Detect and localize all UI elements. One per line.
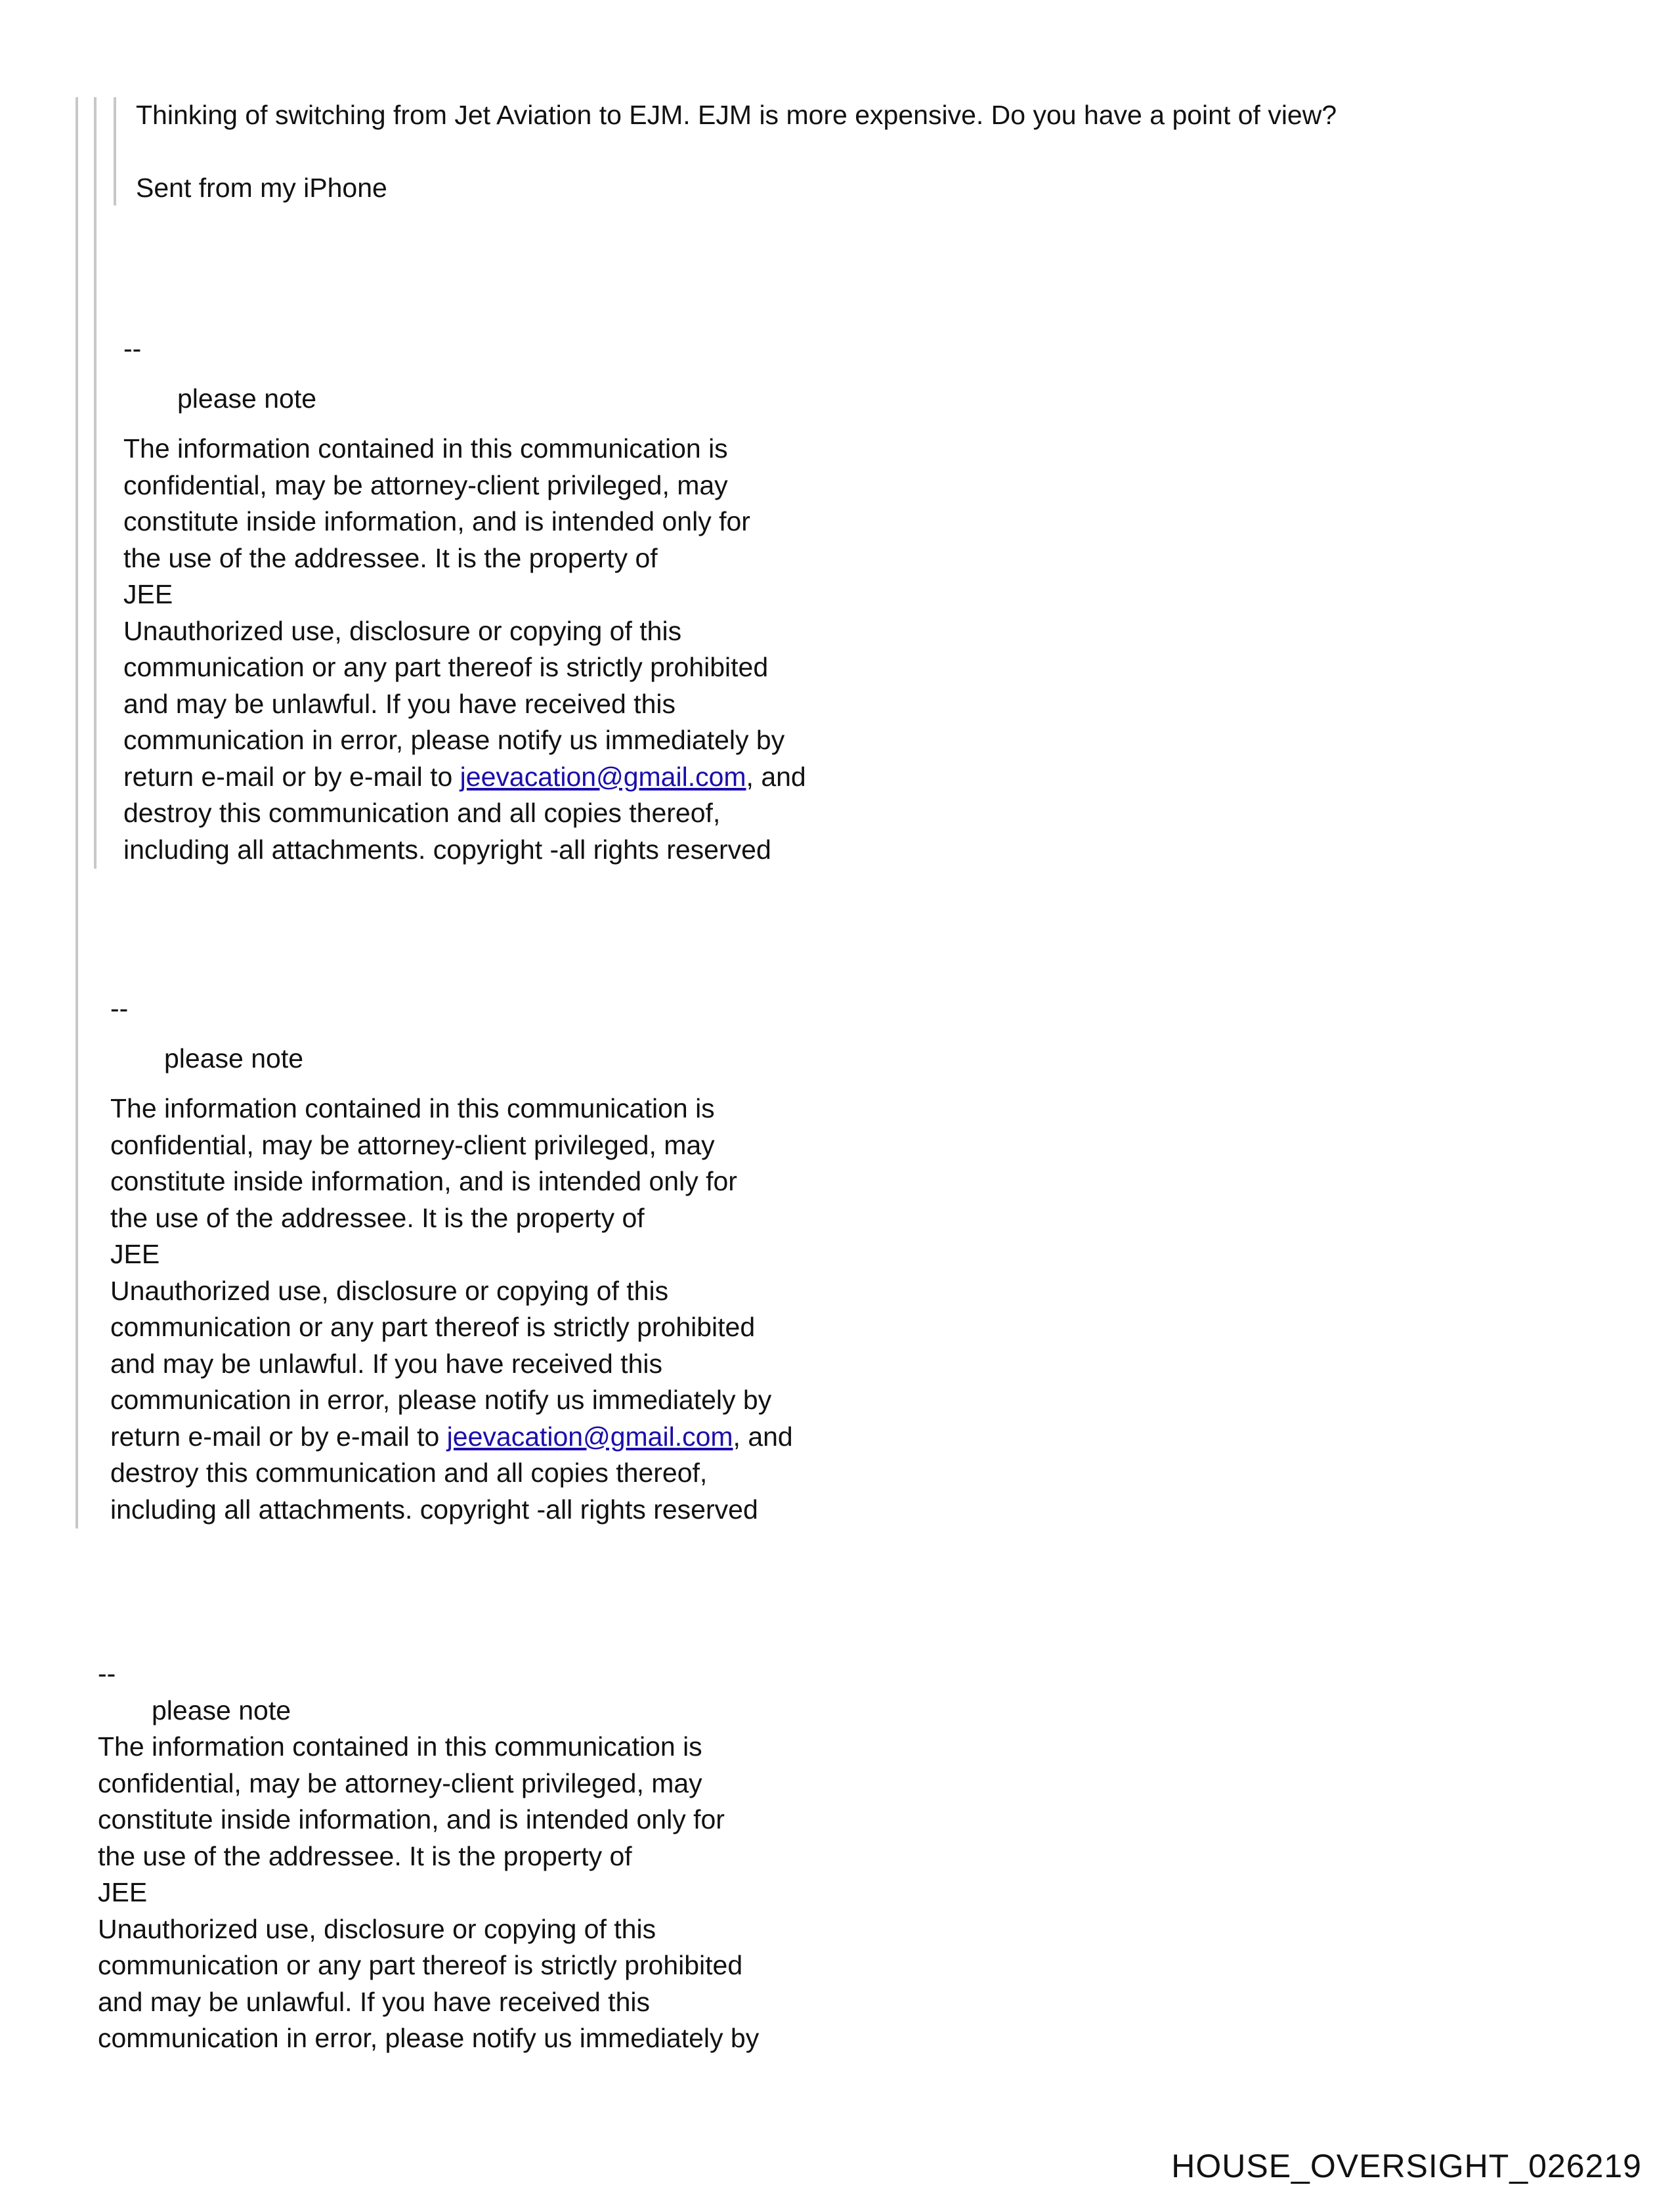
disclaimer-line: and may be unlawful. If you have received this <box>123 688 676 719</box>
disclaimer-line: confidential, may be attorney-client privileged, may <box>98 1767 702 1798</box>
disclaimer-heading: please note <box>177 383 317 414</box>
disclaimer-line: communication in error, please notify us immediately by <box>98 2023 760 2053</box>
disclaimer-block-1 <box>123 331 806 868</box>
disclaimer-line: the use of the addressee. It is the property of <box>110 1202 645 1233</box>
email-link[interactable]: jeevacation@gmail.com <box>460 761 746 792</box>
disclaimer-return-line <box>123 759 806 796</box>
original-message <box>136 97 1337 207</box>
quote-bar-outer <box>75 97 78 1529</box>
disclaimer-line: communication or any part thereof is strictly prohibited <box>123 652 769 682</box>
disclaimer-line: the use of the addressee. It is the property of <box>123 542 658 573</box>
disclaimer-line: JEE <box>110 1239 160 1269</box>
disclaimer-line: The information contained in this communication is <box>110 1093 715 1123</box>
disclaimer-line: communication or any part thereof is strictly prohibited <box>98 1950 743 1980</box>
return-suffix: , and <box>733 1421 793 1452</box>
disclaimer-block-3 <box>98 1656 759 2057</box>
message-signature: Sent from my iPhone <box>136 173 387 203</box>
disclaimer-return-line <box>110 1419 793 1456</box>
signature-separator: -- <box>110 993 129 1024</box>
return-suffix: , and <box>746 761 806 792</box>
disclaimer-block-2 <box>110 991 793 1528</box>
disclaimer-line: including all attachments. copyright -all rights reserved <box>110 1494 758 1525</box>
bates-number: HOUSE_OVERSIGHT_026219 <box>1171 2148 1642 2184</box>
disclaimer-line: The information contained in this communication is <box>123 433 728 464</box>
disclaimer-heading: please note <box>152 1695 291 1725</box>
disclaimer-line: The information contained in this communication is <box>98 1731 702 1762</box>
disclaimer-line: constitute inside information, and is intended only for <box>110 1166 737 1196</box>
disclaimer-line: and may be unlawful. If you have received this <box>98 1986 650 2017</box>
disclaimer-line: JEE <box>98 1877 148 1907</box>
email-link[interactable]: jeevacation@gmail.com <box>446 1421 733 1452</box>
message-body: Thinking of switching from Jet Aviation to EJM. EJM is more expensive. Do you have a point of view? <box>136 100 1337 130</box>
disclaimer-line: JEE <box>123 579 173 609</box>
quote-bar-inner <box>114 97 116 206</box>
disclaimer-line: including all attachments. copyright -all rights reserved <box>123 834 771 865</box>
disclaimer-line: Unauthorized use, disclosure or copying of this <box>98 1913 656 1944</box>
signature-separator: -- <box>98 1659 116 1689</box>
disclaimer-line: Unauthorized use, disclosure or copying of this <box>110 1275 669 1306</box>
disclaimer-line: destroy this communication and all copies thereof, <box>110 1458 708 1488</box>
return-prefix: return e-mail or by e-mail to <box>110 1421 447 1452</box>
disclaimer-line: confidential, may be attorney-client privileged, may <box>110 1129 715 1160</box>
return-prefix: return e-mail or by e-mail to <box>123 761 460 792</box>
disclaimer-line: constitute inside information, and is intended only for <box>123 506 750 536</box>
disclaimer-line: and may be unlawful. If you have received this <box>110 1348 662 1379</box>
disclaimer-line: communication in error, please notify us immediately by <box>110 1385 772 1415</box>
disclaimer-heading: please note <box>164 1043 304 1073</box>
quote-bar-middle <box>94 97 97 869</box>
disclaimer-line: the use of the addressee. It is the property of <box>98 1840 632 1871</box>
disclaimer-line: confidential, may be attorney-client privileged, may <box>123 469 728 500</box>
disclaimer-line: destroy this communication and all copies thereof, <box>123 798 721 828</box>
disclaimer-line: communication or any part thereof is strictly prohibited <box>110 1312 756 1342</box>
signature-separator: -- <box>123 334 142 364</box>
disclaimer-line: constitute inside information, and is intended only for <box>98 1804 725 1834</box>
disclaimer-line: communication in error, please notify us immediately by <box>123 725 785 755</box>
disclaimer-line: Unauthorized use, disclosure or copying of this <box>123 615 682 646</box>
